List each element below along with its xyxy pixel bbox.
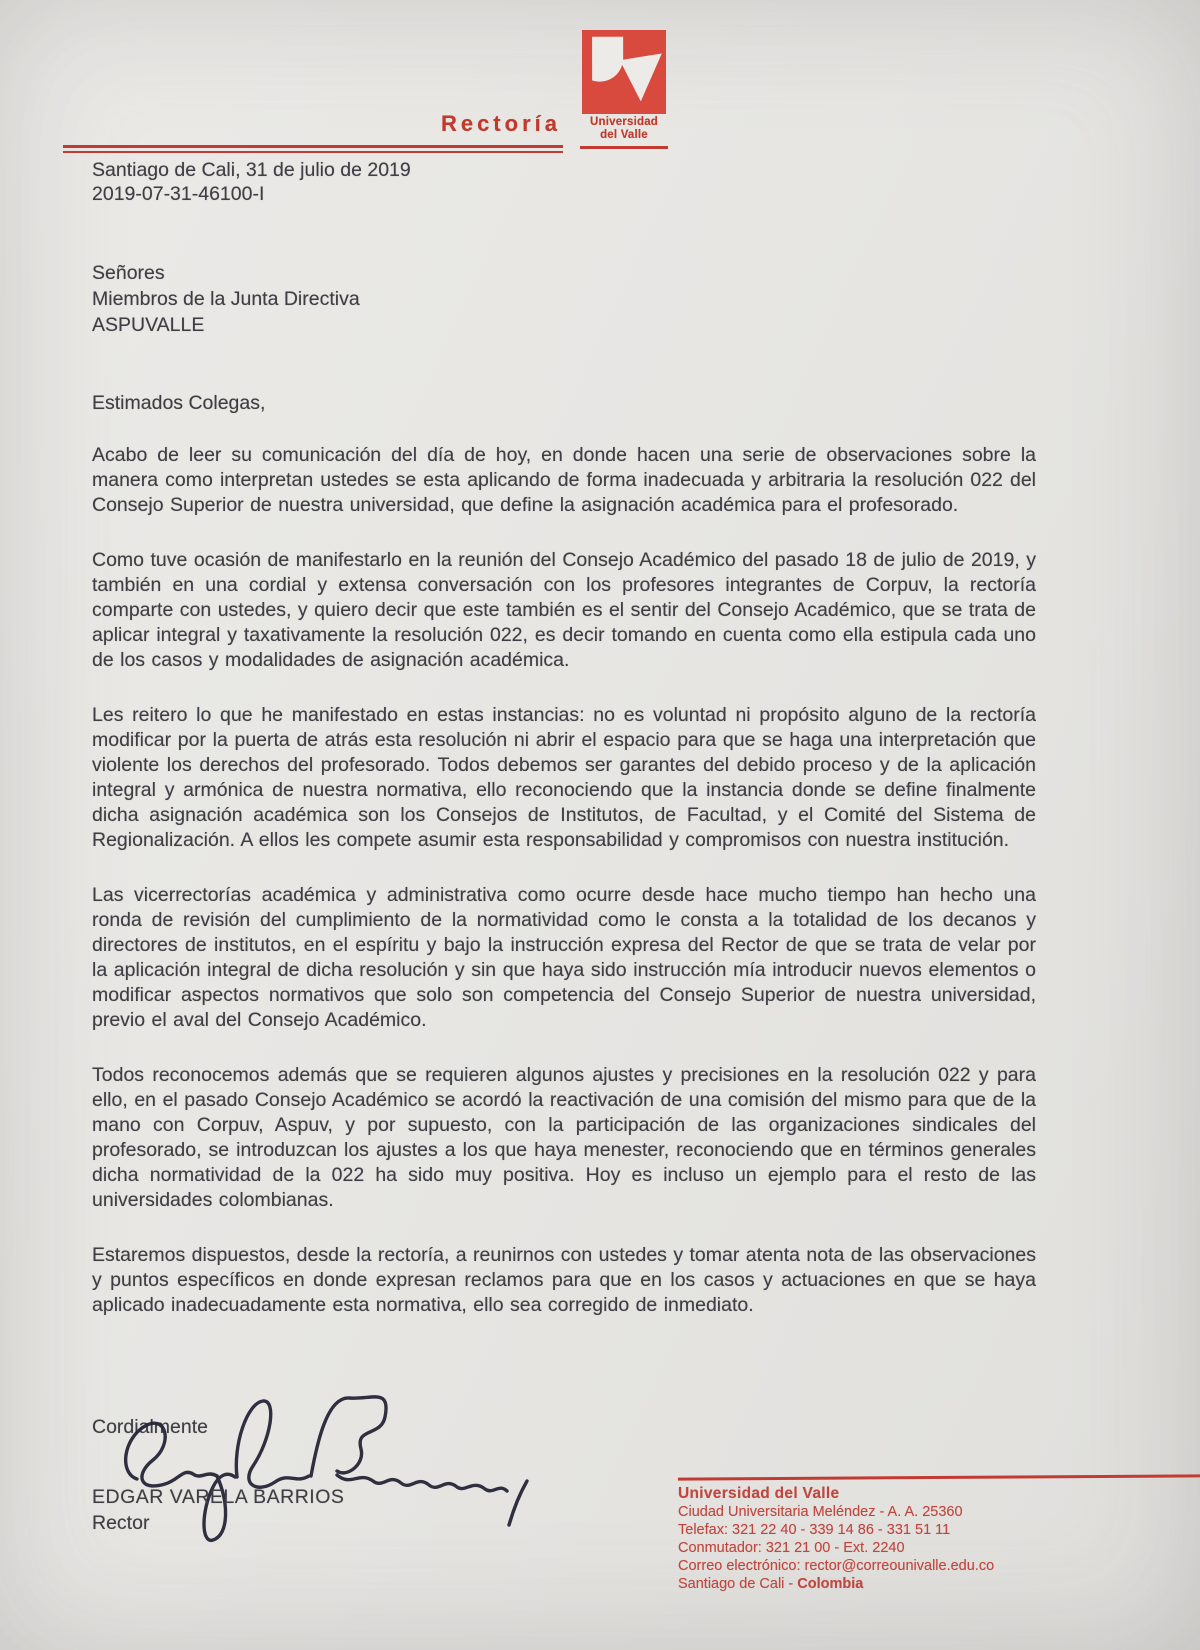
- univalle-logo: [580, 30, 668, 149]
- footer-email: Correo electrónico: rector@correounivalle.edu.co: [678, 1558, 995, 1574]
- logo-rule: [580, 146, 668, 149]
- footer-country: Colombia: [797, 1576, 864, 1592]
- greeting: Estimados Colegas,: [92, 392, 266, 414]
- reference-number: 2019-07-31-46100-I: [92, 183, 265, 205]
- letterhead-rule: [63, 145, 563, 153]
- footer-institution: Universidad del Valle: [678, 1485, 840, 1502]
- letter-paragraph: Les reitero lo que he manifestado en estas instancias: no es voluntad ni propósito alguno de la rectoría modificar por la puerta de atrás esta resolución ni abrir el espacio para que se haga una interpretación que violente los derechos del profesorado. Todos debemos ser garantes del debido proceso y de la aplicación integral y armónica de nuestra normativa, ello reconociendo que la instancia donde se define finalmente dicha asignación académica son los Consejos de Institutos, de Facultad, y el Comité del Sistema de Regionalización. A ellos les compete asumir esta responsabilidad y compromisos con nuestra institución.: [92, 704, 1036, 851]
- signer-name: EDGAR VARELA BARRIOS: [92, 1486, 345, 1508]
- recipient-salutation: Señores: [92, 262, 165, 284]
- signature-block: [92, 1484, 344, 1536]
- footer-address: Ciudad Universitaria Meléndez - A. A. 25360: [678, 1504, 963, 1520]
- recipient-role: Miembros de la Junta Directiva: [92, 288, 360, 310]
- date-line: Santiago de Cali, 31 de julio de 2019: [92, 159, 411, 181]
- letter-paragraph: Como tuve ocasión de manifestarlo en la reunión del Consejo Académico del pasado 18 de julio de 2019, y también en una cordial y extensa conversación con los profesores integrantes de Corpuv, la rectoría comparte con ustedes, y quiero decir que este también es el sentir del Consejo Académico, que se trata de aplicar integral y taxativamente la resolución 022, es decir tomando en cuenta como ella estipula cada uno de los casos y modalidades de asignación académica.: [92, 549, 1036, 671]
- signer-title: Rector: [92, 1512, 150, 1534]
- office-label: Rectoría: [440, 111, 561, 136]
- univalle-logo-mark-icon: [580, 30, 668, 114]
- logo-wordmark: Universidad del Valle: [589, 116, 659, 141]
- footer-switchboard: Conmutador: 321 21 00 - Ext. 2240: [678, 1540, 905, 1556]
- recipient-organization: ASPUVALLE: [92, 314, 205, 336]
- recipient-block: [92, 260, 1036, 338]
- footer-rule: [678, 1474, 1200, 1480]
- footer-location: [678, 1575, 1200, 1593]
- footer-telefax: Telefax: 321 22 40 - 339 14 86 - 331 51 11: [678, 1522, 951, 1538]
- footer-block: [678, 1476, 1200, 1593]
- letter-body: [92, 443, 1036, 1318]
- letter-content: [92, 158, 1036, 1318]
- date-block: [92, 158, 1036, 206]
- letter-paragraph: Estaremos dispuestos, desde la rectoría, a reunirnos con ustedes y tomar atenta nota de las observaciones y puntos específicos en donde expresan reclamos para que en los casos y actuaciones en que se haya aplicado inadecuadamente esta normativa, ello sea corregido de inmediato.: [92, 1244, 1036, 1316]
- letter-paragraph: Todos reconocemos además que se requieren algunos ajustes y precisiones en la resolución 022 y para ello, en el pasado Consejo Académico se acordó la reactivación de una comisión del mismo para que de la mano con Corpuv, Aspuv, y por supuesto, con la participación de las organizaciones sindicales del profesorado, se introduzcan los ajustes a los que haya menester, reconociendo que en términos generales dicha normatividad de la 022 ha sido muy positiva. Hoy es incluso un ejemplo para el resto de las universidades colombianas.: [92, 1064, 1036, 1211]
- letter-paragraph: Las vicerrectorías académica y administrativa como ocurre desde hace mucho tiempo han hecho una ronda de revisión del cumplimiento de la normatividad como le consta a la totalidad de los decanos y directores de institutos, en el espíritu y bajo la instrucción expresa del Rector de que se trata de velar por la aplicación integral de dicha resolución y sin que haya sido instrucción mía introducir nuevos elementos o modificar aspectos normativos que solo son competencia del Consejo Superior de nuestra universidad, previo el aval del Consejo Académico.: [92, 884, 1036, 1031]
- valediction: Cordialmente: [92, 1416, 208, 1438]
- footer-city: Santiago de Cali -: [678, 1576, 798, 1592]
- letter-paragraph: Acabo de leer su comunicación del día de hoy, en donde hacen una serie de observaciones sobre la manera como interpretan ustedes se esta aplicando de forma inadecuada y arbitraria la resolución 022 del Consejo Superior de nuestra universidad, que define la asignación académica para el profesorado.: [92, 444, 1036, 516]
